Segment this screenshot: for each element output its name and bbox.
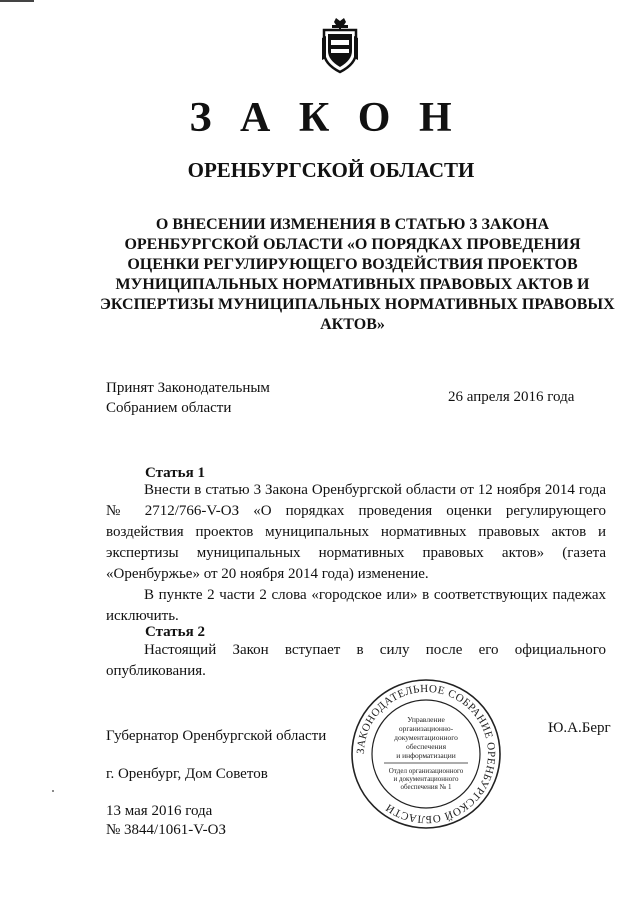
article-1-paragraph-1: Внести в статью 3 Закона Оренбургской области от 12 ноября 2014 года № 2712/766-V-ОЗ «О порядках проведения оценки регулирующего воздействия проектов муниципальных нормативных правовых актов и экспертизы муниципальных нормативных правовых актов» (газета «Оренбуржье» от 20 ноября 2014 года) изменение. bbox=[106, 482, 606, 582]
stamp-inner-line: документационного bbox=[394, 733, 458, 742]
stamp-sub-line: и документационного bbox=[393, 775, 459, 783]
scan-speck bbox=[52, 790, 54, 792]
heading-line: АКТОВ» bbox=[320, 316, 385, 333]
signatory-name: Ю.А.Берг bbox=[548, 720, 611, 736]
law-number: № 3844/1061-V-ОЗ bbox=[106, 822, 227, 838]
article-1-title: Статья 1 bbox=[145, 465, 205, 481]
law-title: З А К О Н bbox=[189, 95, 461, 141]
article-2-title: Статья 2 bbox=[145, 624, 205, 640]
official-stamp bbox=[348, 676, 504, 832]
stamp-sub-line: обеспечения № 1 bbox=[400, 783, 452, 791]
heading-line: ОРЕНБУРГСКОЙ ОБЛАСТИ «О ПОРЯДКАХ ПРОВЕДЕНИЯ bbox=[124, 236, 581, 253]
stamp-inner-line: Управление bbox=[407, 715, 445, 724]
heading-line: МУНИЦИПАЛЬНЫХ НОРМАТИВНЫХ ПРАВОВЫХ АКТОВ И bbox=[115, 276, 590, 293]
signing-date-block bbox=[106, 802, 226, 840]
heading-line: О ВНЕСЕНИИ ИЗМЕНЕНИЯ В СТАТЬЮ 3 ЗАКОНА bbox=[155, 216, 550, 233]
adopted-line-2: Собранием области bbox=[106, 400, 232, 416]
heading-line: ЭКСПЕРТИЗЫ МУНИЦИПАЛЬНЫХ НОРМАТИВНЫХ ПРАВОВЫХ bbox=[100, 296, 615, 313]
stamp-sub-line: Отдел организационного bbox=[388, 767, 464, 775]
adopted-by bbox=[106, 378, 270, 418]
signatory-position: Губернатор Оренбургской области bbox=[106, 728, 327, 744]
adopted-date: 26 апреля 2016 года bbox=[448, 389, 575, 405]
coat-of-arms-icon bbox=[318, 18, 362, 74]
article-2-paragraph-1: Настоящий Закон вступает в силу после его официального опубликования. bbox=[106, 642, 606, 679]
law-heading bbox=[100, 215, 615, 335]
scan-corner-mark bbox=[0, 0, 34, 2]
signing-date: 13 мая 2016 года bbox=[106, 803, 213, 819]
adopted-line-1: Принят Законодательным bbox=[106, 380, 270, 396]
heading-line: ОЦЕНКИ РЕГУЛИРУЮЩЕГО ВОЗДЕЙСТВИЯ ПРОЕКТОВ bbox=[127, 256, 578, 273]
stamp-inner-line: и информатизации bbox=[396, 751, 456, 760]
article-1-body bbox=[106, 480, 606, 627]
stamp-inner-line: обеспечения bbox=[405, 742, 447, 751]
stamp-ring-text: ЗАКОНОДАТЕЛЬНОЕ СОБРАНИЕ ОРЕНБУРГСКОЙ ОБЛАСТИ bbox=[354, 682, 498, 826]
stamp-inner-line: организационно- bbox=[398, 724, 454, 733]
signing-place: г. Оренбург, Дом Советов bbox=[106, 766, 268, 782]
article-1-paragraph-2: В пункте 2 части 2 слова «городское или» в соответствующих падежах исключить. bbox=[106, 587, 606, 624]
region-title: ОРЕНБУРГСКОЙ ОБЛАСТИ bbox=[187, 158, 475, 182]
